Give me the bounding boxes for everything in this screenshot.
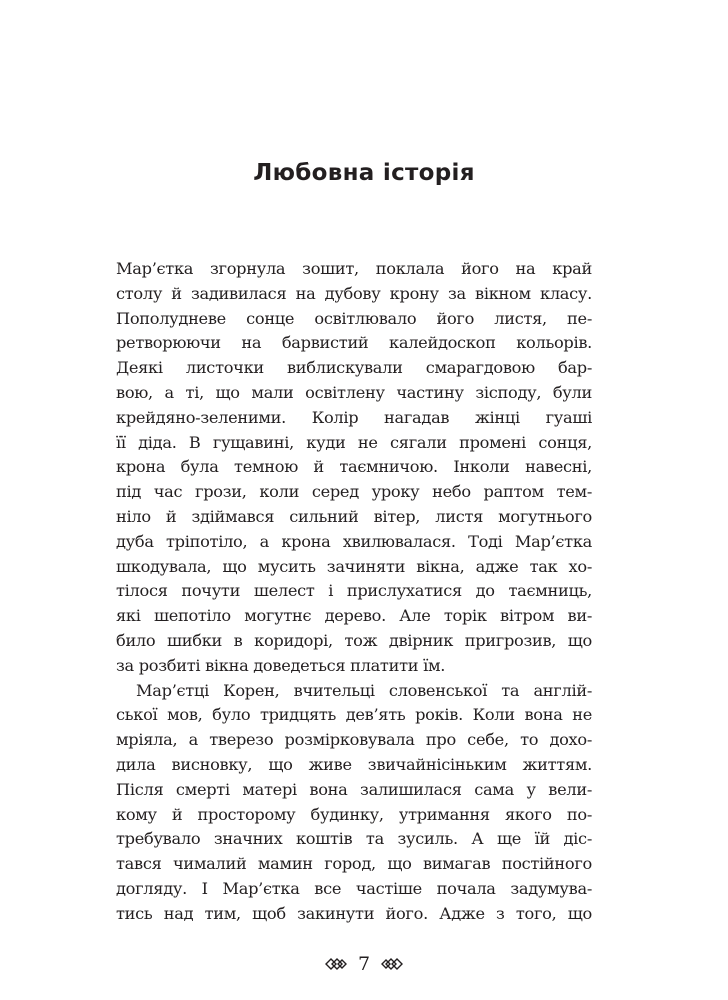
chapter-title: Любовна історія xyxy=(253,160,475,186)
text-line: крона була темною й таємничою. Інколи навесні, xyxy=(116,457,592,477)
text-line: тався чималий мамин город, що вимагав постійного xyxy=(116,854,592,874)
text-line: ретворюючи на барвистий калейдоскоп кольорів. xyxy=(116,333,592,353)
text-line: Після смерті матері вона залишилася сама у вели- xyxy=(116,779,592,799)
text-line: мріяла, а тверезо розмірковувала про себе, то дохо- xyxy=(116,730,592,750)
text-line: її діда. В гущавині, куди не сягали промені сонця, xyxy=(116,432,592,452)
text-line: требувало значних коштів та зусиль. А ще їй діс- xyxy=(116,829,592,849)
text-line: за розбиті вікна доведеться платити їм. xyxy=(116,655,446,675)
text-line: крейдяно-зеленими. Колір нагадав жінці гуаші xyxy=(116,407,592,427)
body-text xyxy=(116,257,592,927)
text-line: шкодувала, що мусить зачиняти вікна, адже так хо- xyxy=(116,556,592,576)
text-line: Мар’єтці Корен, вчительці словенської та англій- xyxy=(136,680,592,700)
text-line: столу й задивилася на дубову крону за вікном класу. xyxy=(116,283,592,303)
text-line: ніло й здіймався сильний вітер, листя могутнього xyxy=(116,506,592,526)
text-line: тись над тим, щоб закинути його. Адже з того, що xyxy=(116,903,592,923)
text-line: під час грози, коли серед уроку небо раптом тем- xyxy=(116,482,592,502)
text-line: тілося почути шелест і прислухатися до таємниць, xyxy=(116,581,592,601)
text-line: кому й просторому будинку, утримання якого по- xyxy=(116,804,592,824)
text-line: дуба тріпотіло, а крона хвилювалася. Тоді Мар’єтка xyxy=(116,531,592,551)
text-line: Мар’єтка згорнула зошит, поклала його на край xyxy=(116,259,592,278)
text-line: які шепотіло могутнє дерево. Але торік вітром ви- xyxy=(116,606,592,626)
text-line: Деякі листочки виблискували смарагдовою бар- xyxy=(116,358,592,378)
page-footer xyxy=(0,952,728,976)
text-line: ської мов, було тридцять дев’ять років. Коли вона не xyxy=(116,705,592,725)
ornament-right-icon xyxy=(380,957,404,971)
text-line: Пополудневе сонце освітлювало його листя, пе- xyxy=(116,308,592,328)
text-line: било шибки в коридорі, тож двірник пригрозив, що xyxy=(116,630,592,650)
page-number: 7 xyxy=(357,953,371,975)
text-line: догляду. І Мар’єтка все частіше почала задумува- xyxy=(116,878,592,898)
text-line: дила висновку, що живе звичайнісіньким життям. xyxy=(116,754,592,774)
ornament-left-icon xyxy=(324,957,348,971)
text-line: вою, а ті, що мали освітлену частину зісподу, були xyxy=(116,382,592,402)
